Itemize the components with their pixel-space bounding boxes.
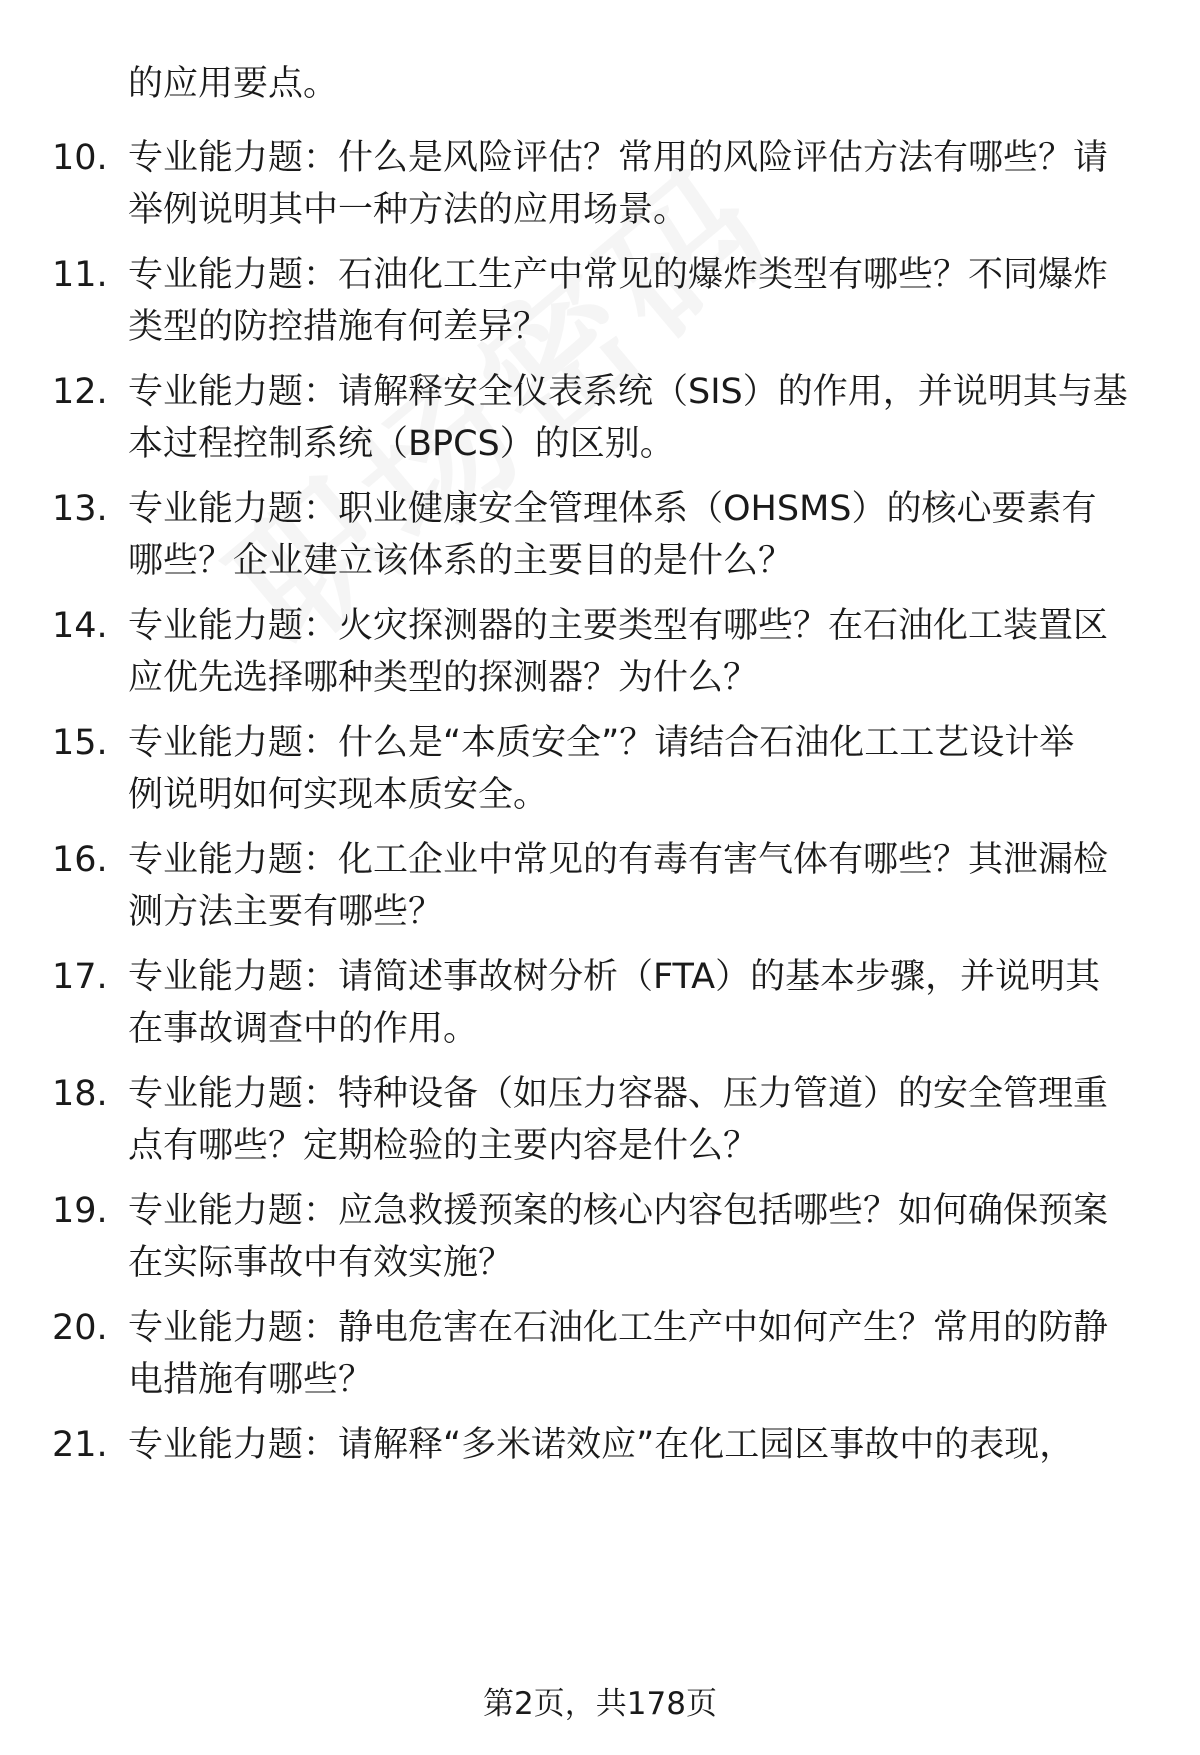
question-number: 12. (52, 372, 108, 412)
question-text-line: 电措施有哪些？ (128, 1360, 374, 1400)
question-text-line: 应优先选择哪种类型的探测器？为什么？ (128, 658, 759, 698)
question-text-line: 例说明如何实现本质安全。 (128, 775, 549, 815)
question-text-line: 在实际事故中有效实施？ (128, 1243, 514, 1283)
question-number: 16. (52, 840, 108, 880)
question-text-line: 专业能力题：化工企业中常见的有毒有害气体有哪些？其泄漏检 (128, 840, 1109, 880)
question-number: 11. (52, 255, 108, 295)
question-text-line: 测方法主要有哪些？ (128, 892, 444, 932)
question-number: 13. (52, 489, 108, 529)
question-text-line: 点有哪些？定期检验的主要内容是什么？ (128, 1126, 759, 1166)
question-text-line: 哪些？企业建立该体系的主要目的是什么？ (128, 541, 794, 581)
question-text-line: 本过程控制系统（BPCS）的区别。 (128, 424, 675, 464)
question-text-line: 专业能力题：石油化工生产中常见的爆炸类型有哪些？不同爆炸 (128, 255, 1109, 295)
question-text-line: 专业能力题：请解释安全仪表系统（SIS）的作用，并说明其与基 (128, 372, 1128, 412)
question-number: 20. (52, 1308, 108, 1348)
question-number: 21. (52, 1425, 108, 1465)
question-text-line: 类型的防控措施有何差异？ (128, 307, 549, 347)
question-text-line: 专业能力题：火灾探测器的主要类型有哪些？在石油化工装置区 (128, 606, 1109, 646)
question-number: 14. (52, 606, 108, 646)
question-text-line: 在事故调查中的作用。 (128, 1009, 479, 1049)
question-text-line: 专业能力题：应急救援预案的核心内容包括哪些？如何确保预案 (128, 1191, 1109, 1231)
continuation-text: 的应用要点。 (128, 64, 339, 104)
question-number: 15. (52, 723, 108, 763)
question-number: 10. (52, 138, 108, 178)
question-text-line: 专业能力题：职业健康安全管理体系（OHSMS）的核心要素有 (128, 489, 1097, 529)
question-text-line: 专业能力题：什么是风险评估？常用的风险评估方法有哪些？请 (128, 138, 1109, 178)
page-footer: 第2页，共178页 (483, 1686, 717, 1722)
question-text-line: 专业能力题：特种设备（如压力容器、压力管道）的安全管理重 (128, 1074, 1109, 1114)
question-text-line: 举例说明其中一种方法的应用场景。 (128, 190, 689, 230)
question-text-line: 专业能力题：请简述事故树分析（FTA）的基本步骤，并说明其 (128, 957, 1101, 997)
question-number: 18. (52, 1074, 108, 1114)
question-text-line: 专业能力题：静电危害在石油化工生产中如何产生？常用的防静 (128, 1308, 1109, 1348)
question-number: 19. (52, 1191, 108, 1231)
question-number: 17. (52, 957, 108, 997)
question-text-line: 专业能力题：什么是“本质安全”？请结合石油化工工艺设计举 (128, 723, 1075, 763)
question-text-line: 专业能力题：请解释“多米诺效应”在化工园区事故中的表现， (128, 1425, 1075, 1465)
